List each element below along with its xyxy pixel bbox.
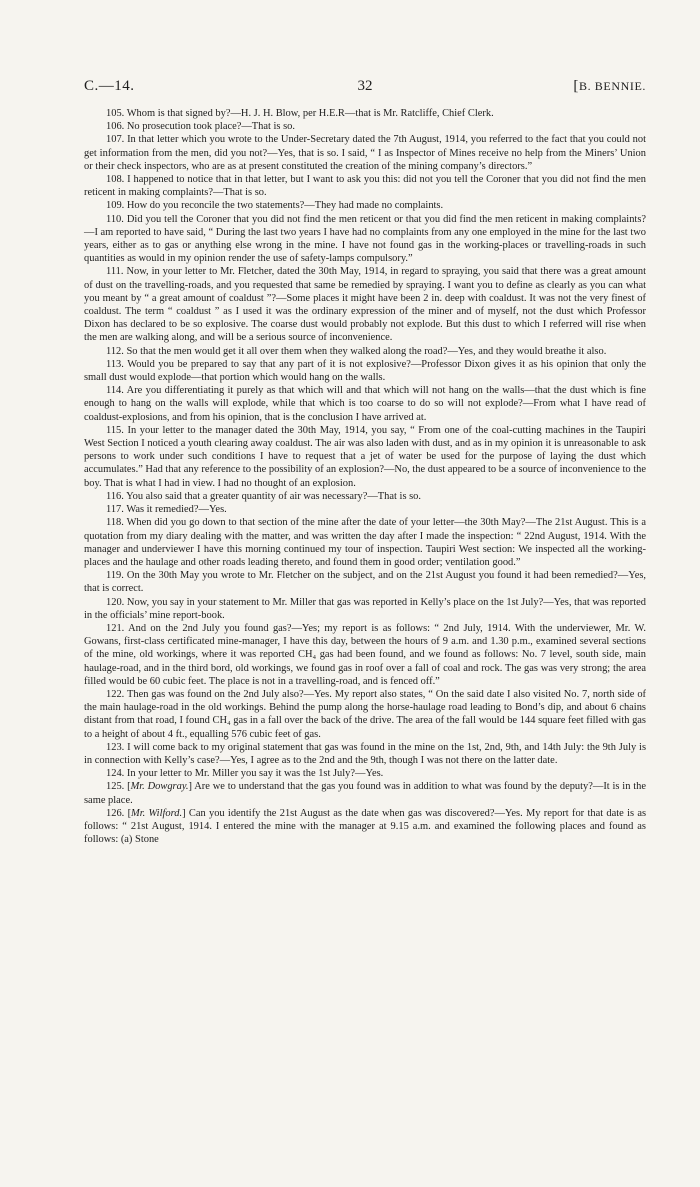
question-number: 115.: [106, 424, 124, 436]
speaker-name: Mr. Dowgray.: [130, 781, 189, 793]
testimony-paragraph: 126. [Mr. Wilford.] Can you identify the 21st August as the date when gas was discovered?—Yes. My report for that date is as follows: “ 21st August, 1914. I entered the mine with the manager at 9.15 a.m. and examined the following places and found as follows: (a) Stone: [84, 807, 647, 846]
page-number: 32: [357, 78, 373, 94]
testimony-paragraph: [84, 107, 646, 120]
paragraph-text: On the 30th May you wrote to Mr. Fletcher on the subject, and on the 21st August you found it had been remedied?—Yes, that is correct.: [84, 570, 646, 595]
question-number: 120.: [106, 596, 125, 608]
question-number: 109.: [106, 200, 125, 212]
question-number: 107.: [106, 134, 125, 146]
testimony-paragraph: [84, 133, 646, 173]
testimony-paragraph: [84, 120, 646, 133]
page-header: [84, 78, 646, 98]
question-number: 125.: [106, 781, 125, 793]
question-number: 123.: [106, 741, 125, 753]
testimony-paragraph: [84, 516, 646, 569]
testimony-paragraph: [84, 345, 646, 358]
question-number: 111.: [106, 266, 124, 278]
testimony-paragraph: [84, 424, 646, 490]
paragraph-text: You also said that a greater quantity of air was necessary?—That is so.: [126, 490, 422, 502]
document-body: [84, 107, 646, 846]
speaker-name: Mr. Wilford.: [131, 807, 183, 819]
paragraph-text: I happened to notice that in that letter, but I want to ask you this: did not you tell the Coroner that you did not find the men reticent in making complaints?—That is so.: [84, 174, 647, 199]
paragraph-text: So that the men would get it all over them when they walked along the road?—Yes, and they would breathe it also.: [126, 345, 607, 357]
testimony-paragraph: [84, 199, 646, 212]
paragraph-text: In your letter to Mr. Miller you say it was the 1st July?—Yes.: [126, 768, 384, 780]
question-number: 121.: [106, 622, 125, 634]
question-number: 119.: [106, 570, 124, 582]
question-number: 114.: [106, 385, 124, 397]
testimony-paragraph: [84, 173, 646, 199]
paragraph-text: Now, in your letter to Mr. Fletcher, dated the 30th May, 1914, in regard to spraying, you said that there was a great amount of dust on the travelling-roads, and you requested that same be remedied by spraying. I want you to define as clearly as you can what you meant by “ a great amount of coaldust ”?—Some places it might have been 2 in. deep with coaldust. It was not the very finest of coaldust. The term “ coaldust ” as I used it was the ordinary expression of the miner and of myself, not the dust which Professor Dixon has declared to be so explosive. The coarse dust would probably not explode. But this dust to which I referred will rise when the men are walking along, and will be a serious source of inconvenience.: [84, 266, 646, 344]
question-number: 105.: [106, 108, 125, 119]
testimony-paragraph: [84, 767, 646, 780]
paragraph-text: No prosecution took place?—That is so.: [126, 121, 295, 133]
testimony-paragraph: [84, 741, 646, 767]
paragraph-text: Can you identify the 21st August as the date when gas was discovered?—Yes. My report for that date is as follows: “ 21st August, 1914. I entered the mine with the manager at 9.15 a.m. and examined the following places and found as follows: (a) Stone: [84, 807, 647, 846]
paragraph-text: Would you be prepared to say that any part of it is not explosive?—Professor Dixon gives it as his opinion that only the small dust would explode—that portion which would hang on the walls.: [84, 358, 646, 384]
paragraph-text: I will come back to my original statement that gas was found in the mine on the 1st, 2nd, 9th, and 14th July: the 9th July is in connection with Kelly’s case?—Yes, I agree as to the 2nd and the 9th, though I was not there on the latter date.: [84, 741, 647, 766]
question-number: 110.: [106, 213, 124, 225]
testimony-paragraph: [84, 213, 646, 266]
question-number: 118.: [106, 517, 124, 529]
paragraph-text: In your letter to the manager dated the 30th May, 1914, you say, “ From one of the coal-cutting machines in the Taupiri West Section I noticed a youth clearing away coaldust. The air was also laden with dust, and as in my opinion it is unreasonable to ask persons to work under such conditions I have to request that a jet of water be used for the purpose of laying the dust which accumulates.” Had that any reference to the possibility of an explosion?—No, the dust appeared to be a source of inconvenience to the boy. That is what I had in view. I had no thought of an explosion.: [84, 424, 647, 489]
testimony-paragraph: [84, 265, 646, 344]
question-number: 113.: [106, 358, 124, 370]
question-number: 108.: [106, 174, 125, 186]
paragraph-text: Was it remedied?—Yes.: [126, 504, 227, 516]
question-number: 126.: [106, 807, 125, 819]
question-number: 112.: [106, 345, 124, 357]
paragraph-text: Did you tell the Coroner that you did not find the men reticent or that you did find the men reticent in making complaints?—I am reported to have said, “ During the last two years I have had no complaints from any one employed in the mine for the last two years, either as to gas or anything else wrong in the mine. I have not found gas in the working-places or travelling-roads in such quantities as would in my opinion render the use of safety-lamps compulsory.”: [84, 213, 647, 265]
testimony-paragraph: [84, 596, 646, 622]
paragraph-text: And on the 2nd July you found gas?—Yes; my report is as follows: “ 2nd July, 1914. With the underviewer, Mr. W. Gowans, first-class certificated mine-manager, I have this day, between the hours of 9 a.m. and 1.30 p.m., examined several sections of the mine, old workings, where it was reported CH₄ gas had been found, and we found as follows: No. 7 level, south side, main haulage-road, and in the third bord, old workings, we found gas in roof over a fall of coal and rock. The gas was very strong; the area filled would be 60 cubic feet. The place is not in a travelling-road, and is fenced off.”: [84, 622, 646, 687]
question-number: 116.: [106, 490, 124, 502]
paragraph-text: In that letter which you wrote to the Under-Secretary dated the 7th August, 1914, you referred to the fact that you could not get information from the men, did you not?—Yes, that is so. I said, “ I as Inspector of Mines receive no help from the Miners’ Union or their check inspectors, who are as at present constituted the creation of the mining company’s directors.”: [84, 134, 647, 172]
document-code: C.—14.: [84, 78, 135, 94]
paragraph-text: Are you differentiating it purely as that which will and that which will not hang on the walls—that the dust which is fine enough to hang on the walls will explode, while that which is too coarse to do so will not explode?—From what I have read of coaldust-explosions, and from his opinion, that is the conclusion I have arrived at.: [84, 385, 646, 423]
paragraph-text: How do you reconcile the two statements?—They had made no complaints.: [126, 200, 444, 212]
witness-name: [B. BENNIE.: [573, 78, 646, 94]
testimony-paragraph: [84, 384, 646, 424]
testimony-paragraph: 125. [Mr. Dowgray.] Are we to understand that the gas you found was in addition to what was found by the deputy?—It is in the same place.: [84, 781, 647, 806]
question-number: 124.: [106, 768, 125, 780]
paragraph-text: When did you go down to that section of the mine after the date of your letter—the 30th May?—The 21st August. This is a quotation from my diary dealing with the matter, and was written the day after I made the inspection: “ 22nd August, 1914. With the manager and underviewer I have this morning continued my tour of inspection. Taupiri West section: We inspected all the working-places and the haulage and other roads leading thereto, and found them in good order; ventilation good.”: [84, 517, 646, 568]
paragraph-text: Now, you say in your statement to Mr. Miller that gas was reported in Kelly’s place on the 1st July?—Yes, that was reported in the officials’ mine report-book.: [84, 596, 647, 621]
question-number: 122.: [106, 688, 125, 700]
question-number: 117.: [106, 504, 124, 516]
testimony-paragraph: [84, 490, 646, 503]
paragraph-text: Whom is that signed by?—H. J. H. Blow, per H.E.R—that is Mr. Ratcliffe, Chief Clerk.: [126, 108, 494, 119]
testimony-paragraph: [84, 569, 646, 595]
testimony-paragraph: [84, 622, 646, 688]
paragraph-text: Then gas was found on the 2nd July also?—Yes. My report also states, “ On the said date I also visited No. 7, north side of the main haulage-road in the old workings. Behind the pump along the horse-haulage road leading to Bond’s dip, and about 6 chains distant from that road, I found CH₄ gas in a fall over the back of the drive. The area of the fall would be 144 square feet filled with gas to a height of about 4 ft., equalling 576 cubic feet of gas.: [84, 688, 647, 740]
paragraph-text: Are we to understand that the gas you found was in addition to what was found by the deputy?—It is in the same place.: [84, 781, 647, 806]
testimony-paragraph: [84, 358, 646, 384]
testimony-paragraph: [84, 688, 646, 741]
testimony-paragraph: [84, 503, 646, 516]
question-number: 106.: [106, 121, 125, 133]
